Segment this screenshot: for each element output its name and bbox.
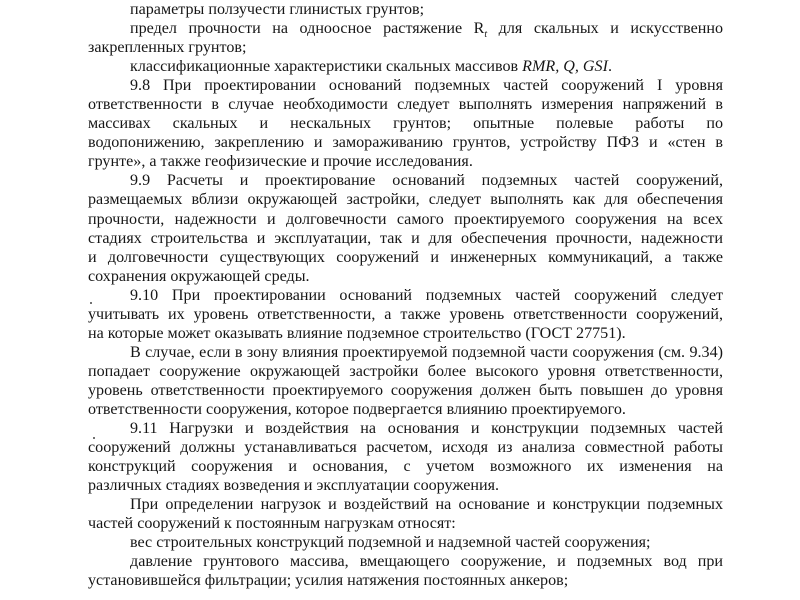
text-line: учитывать их уровень ответственности, а также уровень ответственности сооружений, xyxy=(88,305,723,323)
text-line: грунте», а также геофизические и прочие исследования. xyxy=(88,153,473,171)
text-line: В случае, если в зону влияния проектируемой подземной части сооружения (см. 9.34) xyxy=(130,343,723,361)
text-line: сооружений должны устанавливаться расчетом, исходя из анализа совместной работы xyxy=(88,439,723,457)
scan-speck xyxy=(93,437,95,439)
text-line: различных стадиях возведения и эксплуатации сооружения. xyxy=(88,477,500,495)
text-line: сохранения окружающей среды. xyxy=(88,267,310,285)
scan-speck xyxy=(90,302,92,304)
text-line: параметры ползучести глинистых грунтов; xyxy=(130,1,425,18)
text-line: предел прочности на одноосное растяжение $R_t$ для скальных и искусственно xyxy=(130,20,723,41)
text-line: 9.10 При проектировании оснований подземных частей сооружений следует xyxy=(130,286,723,304)
text-line: 9.11 Нагрузки и воздействия на основания и конструкции подземных частей xyxy=(130,420,723,438)
text-line: давление грунтового массива, вмещающего сооружение, и подземных вод при xyxy=(130,553,723,571)
text-line: При определении нагрузок и воздействий на основание и конструкции подземных xyxy=(130,496,723,514)
text-line: конструкций сооружения и основания, с учетом возможного их изменения на xyxy=(88,458,723,476)
text-line: размещаемых вблизи окружающей застройки, следует выполнять как для обеспечения xyxy=(88,191,723,209)
text-line: ответственности сооружения, которое подвергается влиянию проектируемого. xyxy=(88,400,626,418)
text-line: установившейся фильтрации; усилия натяжения постоянных анкеров; xyxy=(88,572,569,590)
text-line: вес строительных конструкций подземной и надземной частей сооружения; xyxy=(130,534,651,552)
text-line: на которые может оказывать влияние подземное строительство (ГОСТ 27751). xyxy=(88,324,626,342)
text-line: уровень ответственности проектируемого сооружения должен быть повышен до уровня xyxy=(88,381,723,399)
text-line: прочности, надежности и долговечности самого проектируемого сооружения на всех xyxy=(88,210,723,228)
document-page xyxy=(88,0,723,590)
text-line: и долговечности существующих сооружений и инженерных коммуникаций, а также xyxy=(88,248,723,266)
text-line: закрепленных грунтов; xyxy=(88,39,247,57)
text-line: 9.8 При проектировании оснований подземных частей сооружений I уровня xyxy=(130,77,723,95)
text-line: стадиях строительства и эксплуатации, так и для обеспечения прочности, надежности xyxy=(88,229,723,247)
text-line: 9.9 Расчеты и проектирование оснований подземных частей сооружений, xyxy=(130,172,723,190)
text-line: массивах скальных и нескальных грунтов; опытные полевые работы по xyxy=(88,115,723,133)
text-line: частей сооружений к постоянным нагрузкам относят: xyxy=(88,515,456,533)
text-line: ответственности в случае необходимости следует выполнять измерения напряжений в xyxy=(88,96,723,114)
text-line: попадает сооружение окружающей застройки более высокого уровня ответственности, xyxy=(88,362,723,380)
text-line: водопонижению, закреплению и замораживанию грунтов, устройству ПФЗ и «стен в xyxy=(88,134,723,152)
text-line: классификационные характеристики скальных массивов RMR, Q, GSI. xyxy=(130,58,612,76)
